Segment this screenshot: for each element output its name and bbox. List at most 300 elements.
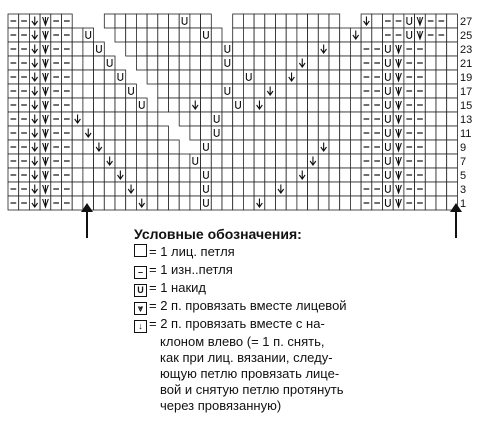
chart-cell: [243, 42, 254, 56]
chart-cell: [329, 182, 340, 196]
chart-cell: [126, 140, 137, 154]
chart-cell: [233, 196, 244, 210]
chart-cell: [383, 196, 394, 210]
chart-cell: [383, 154, 394, 168]
chart-cell: [83, 168, 94, 182]
chart-cell: [190, 28, 201, 42]
chart-cell: [254, 154, 265, 168]
chart-cell: [340, 42, 351, 56]
chart-cell: [72, 56, 83, 70]
chart-cell: [383, 112, 394, 126]
chart-cell: [329, 154, 340, 168]
chart-cell: [158, 84, 169, 98]
chart-cell: [158, 182, 169, 196]
chart-cell: [233, 28, 244, 42]
legend-continuation-4: вой и снятую петлю протянуть: [160, 382, 344, 397]
chart-cell: [222, 42, 233, 56]
chart-cell: [179, 42, 190, 56]
chart-cell: [350, 98, 361, 112]
chart-cell: [425, 112, 436, 126]
chart-cell: [383, 56, 394, 70]
chart-cell: [201, 196, 212, 210]
chart-cell: [201, 42, 212, 56]
chart-cell: [447, 70, 458, 84]
chart-cell: [115, 98, 126, 112]
chart-cell: [276, 28, 287, 42]
chart-cell: [265, 196, 276, 210]
chart-cell: [425, 98, 436, 112]
chart-cell: [211, 84, 222, 98]
chart-cell: [211, 168, 222, 182]
chart-cell: [136, 42, 147, 56]
chart-cell: [126, 112, 137, 126]
chart-cell: [115, 182, 126, 196]
chart-cell: [115, 140, 126, 154]
chart-cell: [297, 196, 308, 210]
chart-cell: [318, 126, 329, 140]
chart-cell: [136, 140, 147, 154]
chart-cell: [243, 28, 254, 42]
chart-cell: [243, 56, 254, 70]
chart-cell: [350, 182, 361, 196]
chart-cell: [136, 182, 147, 196]
chart-cell: [286, 42, 297, 56]
chart-cell: [243, 112, 254, 126]
chart-cell: [297, 42, 308, 56]
chart-cell: [104, 168, 115, 182]
chart-cell: [83, 42, 94, 56]
chart-cell: [83, 140, 94, 154]
chart-cell: [169, 56, 180, 70]
chart-cell: [211, 98, 222, 112]
chart-cell: [94, 154, 105, 168]
chart-cell: [350, 126, 361, 140]
chart-cell: [201, 112, 212, 126]
chart-cell: [169, 84, 180, 98]
legend-text: = 2 п. провязать вместе лицевой: [149, 298, 347, 313]
chart-cell: [329, 98, 340, 112]
chart-cell: [72, 42, 83, 56]
chart-cell: [158, 196, 169, 210]
row-number: 1: [460, 198, 467, 210]
chart-cell: [179, 182, 190, 196]
chart-cell: [254, 168, 265, 182]
chart-cell: [201, 140, 212, 154]
legend-item-yarn-over: [134, 280, 206, 297]
chart-cell: [350, 154, 361, 168]
chart-cell: [276, 126, 287, 140]
chart-cell: [447, 182, 458, 196]
chart-cell: [211, 42, 222, 56]
chart-cell: [233, 56, 244, 70]
chart-cell: [169, 154, 180, 168]
chart-cell: [158, 98, 169, 112]
chart-cell: [222, 154, 233, 168]
chart-cell: [243, 154, 254, 168]
legend-text: = 2 п. провязать вместе с на-: [149, 316, 325, 331]
chart-cell: [436, 70, 447, 84]
chart-cell: [286, 182, 297, 196]
chart-cell: [190, 126, 201, 140]
chart-cell: [201, 70, 212, 84]
chart-cell: [104, 140, 115, 154]
chart-cell: [254, 182, 265, 196]
chart-cell: [94, 168, 105, 182]
chart-cell: [243, 70, 254, 84]
chart-cell: [286, 112, 297, 126]
chart-cell: [72, 168, 83, 182]
chart-cell: [254, 28, 265, 42]
chart-cell: [169, 196, 180, 210]
chart-cell: [350, 140, 361, 154]
chart-cell: [136, 126, 147, 140]
chart-cell: [126, 168, 137, 182]
chart-cell: [147, 168, 158, 182]
chart-cell: [136, 112, 147, 126]
chart-cell: [425, 42, 436, 56]
chart-cell: [243, 196, 254, 210]
legend-title: Условные обозначения:: [134, 226, 302, 242]
chart-cell: [94, 98, 105, 112]
chart-cell: [436, 196, 447, 210]
chart-cell: [318, 98, 329, 112]
row-number: 13: [460, 114, 473, 126]
row-number: 7: [460, 156, 467, 168]
chart-cell: [308, 28, 319, 42]
chart-cell: [136, 154, 147, 168]
chart-cell: [276, 70, 287, 84]
chart-cell: [222, 98, 233, 112]
chart-cell: [383, 84, 394, 98]
row-number: 19: [460, 72, 473, 84]
chart-cell: [329, 56, 340, 70]
chart-cell: [201, 182, 212, 196]
chart-cell: [179, 84, 190, 98]
chart-cell: [211, 56, 222, 70]
chart-cell: [350, 112, 361, 126]
chart-cell: [136, 56, 147, 70]
chart-cell: [83, 84, 94, 98]
chart-cell: [233, 98, 244, 112]
chart-cell: [243, 14, 254, 28]
chart-cell: [425, 56, 436, 70]
row-number: 15: [460, 100, 473, 112]
chart-cell: [297, 84, 308, 98]
chart-cell: [190, 84, 201, 98]
chart-cell: [329, 14, 340, 28]
chart-cell: [190, 14, 201, 28]
chart-cell: [233, 112, 244, 126]
chart-cell: [126, 14, 137, 28]
chart-cell: [447, 28, 458, 42]
chart-cell: [104, 70, 115, 84]
chart-cell: [222, 182, 233, 196]
chart-cell: [276, 154, 287, 168]
chart-cell: [147, 42, 158, 56]
chart-cell: [104, 196, 115, 210]
chart-cell: [286, 56, 297, 70]
legend-text: = 1 изн..петля: [149, 262, 233, 277]
chart-cell: [329, 140, 340, 154]
chart-cell: [361, 28, 372, 42]
chart-cell: [329, 112, 340, 126]
chart-cell: [329, 84, 340, 98]
chart-cell: [179, 28, 190, 42]
chart-cell: [383, 42, 394, 56]
chart-cell: [425, 70, 436, 84]
chart-cell: [436, 140, 447, 154]
chart-cell: [340, 70, 351, 84]
chart-cell: [126, 196, 137, 210]
row-number: 27: [460, 16, 473, 28]
chart-cell: [158, 28, 169, 42]
chart-cell: [243, 98, 254, 112]
chart-cell: [265, 14, 276, 28]
chart-cell: [158, 56, 169, 70]
chart-cell: [308, 182, 319, 196]
chart-cell: [286, 84, 297, 98]
row-number: 11: [460, 128, 472, 140]
chart-cell: [340, 28, 351, 42]
purl-stitch-icon: –: [134, 266, 147, 279]
row-number: 17: [460, 86, 473, 98]
chart-cell: [147, 14, 158, 28]
chart-cell: [265, 70, 276, 84]
chart-cell: [318, 56, 329, 70]
chart-cell: [179, 14, 190, 28]
chart-cell: [254, 56, 265, 70]
chart-cell: [211, 196, 222, 210]
chart-cell: [190, 182, 201, 196]
chart-cell: [83, 154, 94, 168]
chart-cell: [169, 42, 180, 56]
chart-cell: [340, 126, 351, 140]
chart-cell: [425, 154, 436, 168]
chart-cell: [158, 42, 169, 56]
chart-cell: [340, 168, 351, 182]
chart-cell: [447, 14, 458, 28]
row-number: 21: [460, 58, 473, 70]
chart-cell: [201, 56, 212, 70]
chart-cell: [115, 126, 126, 140]
chart-cell: [372, 14, 383, 28]
chart-cell: [404, 28, 415, 42]
chart-cell: [147, 182, 158, 196]
chart-cell: [265, 126, 276, 140]
chart-cell: [72, 140, 83, 154]
chart-cell: [276, 14, 287, 28]
chart-cell: [233, 84, 244, 98]
chart-cell: [308, 84, 319, 98]
chart-cell: [147, 140, 158, 154]
chart-cell: [276, 84, 287, 98]
legend-item-knit: [134, 244, 235, 260]
chart-cell: [233, 70, 244, 84]
chart-cell: [340, 154, 351, 168]
row-number: 25: [460, 30, 473, 42]
chart-cell: [318, 112, 329, 126]
chart-cell: [297, 154, 308, 168]
chart-cell: [243, 84, 254, 98]
chart-cell: [297, 126, 308, 140]
chart-cell: [233, 182, 244, 196]
chart-cell: [94, 84, 105, 98]
chart-cell: [158, 126, 169, 140]
chart-cell: [201, 14, 212, 28]
left-arrow-head: [81, 203, 93, 212]
chart-cell: [222, 126, 233, 140]
chart-cell: [265, 182, 276, 196]
legend-item-ssk: [134, 316, 325, 333]
chart-cell: [115, 154, 126, 168]
chart-cell: [329, 42, 340, 56]
chart-cell: [243, 126, 254, 140]
chart-cell: [243, 168, 254, 182]
chart-cell: [233, 140, 244, 154]
chart-cell: [136, 28, 147, 42]
legend-continuation-5: через провязанную): [160, 398, 282, 413]
chart-cell: [115, 70, 126, 84]
chart-cell: [201, 126, 212, 140]
chart-cell: [72, 98, 83, 112]
chart-cell: [190, 196, 201, 210]
chart-cell: [147, 112, 158, 126]
chart-cell: [265, 98, 276, 112]
chart-cell: [211, 112, 222, 126]
chart-cell: [254, 84, 265, 98]
yarn-over-icon: U: [134, 284, 147, 297]
chart-cell: [179, 56, 190, 70]
chart-cell: [158, 154, 169, 168]
chart-cell: [72, 182, 83, 196]
chart-cell: [276, 140, 287, 154]
chart-cell: [104, 56, 115, 70]
chart-cell: [276, 168, 287, 182]
chart-cell: [383, 126, 394, 140]
chart-cell: [126, 42, 137, 56]
chart-cell: [383, 70, 394, 84]
chart-cell: [297, 112, 308, 126]
chart-cell: [350, 42, 361, 56]
chart-cell: [222, 140, 233, 154]
chart-cell: [104, 126, 115, 140]
chart-cell: [115, 28, 126, 42]
row-number: 5: [460, 170, 467, 182]
chart-cell: [318, 28, 329, 42]
chart-cell: [179, 112, 190, 126]
chart-cell: [169, 28, 180, 42]
chart-cell: [147, 70, 158, 84]
chart-cell: [318, 196, 329, 210]
chart-cell: [211, 154, 222, 168]
chart-cell: [286, 98, 297, 112]
chart-cell: [222, 56, 233, 70]
chart-cell: [297, 140, 308, 154]
chart-cell: [308, 126, 319, 140]
chart-cell: [436, 126, 447, 140]
chart-cell: [436, 84, 447, 98]
chart-cell: [83, 56, 94, 70]
chart-cell: [308, 168, 319, 182]
legend-continuation-1: клоном влево (= 1 п. снять,: [160, 334, 325, 349]
chart-cell: [425, 140, 436, 154]
chart-cell: [447, 42, 458, 56]
chart-cell: [211, 70, 222, 84]
chart-cell: [222, 84, 233, 98]
chart-cell: [286, 154, 297, 168]
chart-cell: [158, 168, 169, 182]
chart-cell: [126, 126, 137, 140]
chart-cell: [169, 140, 180, 154]
chart-cell: [265, 112, 276, 126]
chart-cell: [350, 84, 361, 98]
chart-cell: [201, 154, 212, 168]
chart-cell: [329, 196, 340, 210]
chart-cell: [447, 126, 458, 140]
chart-cell: [286, 28, 297, 42]
chart-cell: [425, 84, 436, 98]
chart-cell: [372, 28, 383, 42]
chart-cell: [126, 28, 137, 42]
chart-cell: [436, 168, 447, 182]
chart-cell: [72, 154, 83, 168]
chart-cell: [308, 70, 319, 84]
chart-cell: [350, 70, 361, 84]
chart-cell: [329, 28, 340, 42]
chart-cell: [115, 14, 126, 28]
chart-cell: [169, 168, 180, 182]
chart-cell: [329, 70, 340, 84]
chart-cell: [308, 196, 319, 210]
chart-cell: [169, 70, 180, 84]
chart-cell: [308, 98, 319, 112]
chart-cell: [254, 140, 265, 154]
chart-cell: [94, 56, 105, 70]
chart-cell: [222, 168, 233, 182]
chart-cell: [179, 196, 190, 210]
chart-cell: [447, 168, 458, 182]
chart-cell: [72, 28, 83, 42]
chart-cell: [308, 56, 319, 70]
chart-cell: [233, 154, 244, 168]
chart-cell: [436, 56, 447, 70]
chart-cell: [297, 28, 308, 42]
legend-continuation-3: ющую петлю провязать лице-: [160, 366, 340, 381]
chart-cell: [265, 168, 276, 182]
chart-cell: [340, 140, 351, 154]
chart-cell: [201, 98, 212, 112]
chart-cell: [383, 168, 394, 182]
chart-cell: [254, 112, 265, 126]
legend-item-k2tog: [134, 298, 347, 315]
chart-cell: [158, 70, 169, 84]
chart-cell: [447, 140, 458, 154]
chart-cell: [211, 126, 222, 140]
chart-cell: [169, 182, 180, 196]
chart-cell: [254, 126, 265, 140]
chart-cell: [425, 168, 436, 182]
chart-cell: [254, 70, 265, 84]
chart-cell: [83, 98, 94, 112]
chart-cell: [436, 112, 447, 126]
chart-cell: [126, 84, 137, 98]
chart-cell: [169, 14, 180, 28]
chart-cell: [104, 112, 115, 126]
chart-cell: [308, 140, 319, 154]
chart-cell: [94, 182, 105, 196]
chart-cell: [286, 140, 297, 154]
chart-cell: [179, 154, 190, 168]
